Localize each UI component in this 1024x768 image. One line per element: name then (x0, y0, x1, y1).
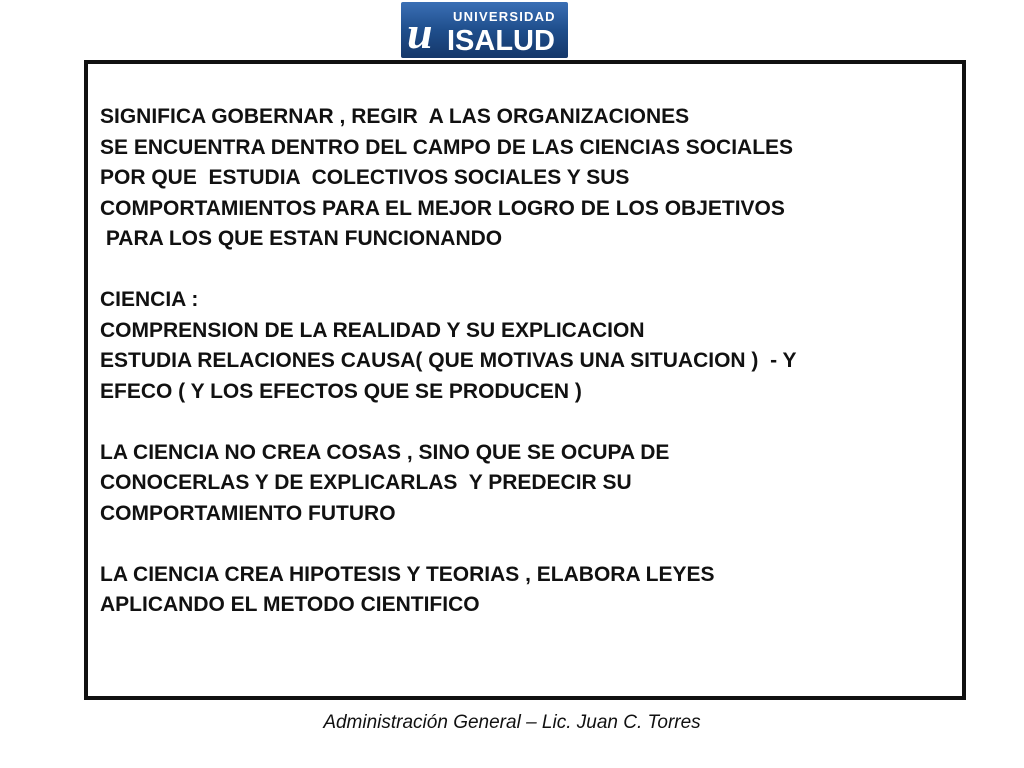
text-line: LA CIENCIA CREA HIPOTESIS Y TEORIAS , ELABORA LEYES (100, 562, 715, 586)
text-line: LA CIENCIA NO CREA COSAS , SINO QUE SE OCUPA DE (100, 440, 670, 464)
text-line: COMPORTAMIENTO FUTURO (100, 501, 396, 525)
university-logo (401, 2, 568, 58)
content-frame (84, 60, 966, 700)
logo-main-text: ISALUD (447, 25, 555, 57)
slide-text (100, 102, 960, 621)
logo-mark: u (407, 7, 433, 58)
logo-graphic (401, 2, 568, 58)
paragraph-gap (100, 255, 960, 286)
footer-credit: Administración General – Lic. Juan C. Torres (323, 712, 701, 733)
text-line: POR QUE ESTUDIA COLECTIVOS SOCIALES Y SUS (100, 166, 630, 189)
text-line: APLICANDO EL METODO CIENTIFICO (100, 593, 480, 616)
text-line: PARA LOS QUE ESTAN FUNCIONANDO (100, 227, 503, 250)
logo-top-text: UNIVERSIDAD (453, 9, 556, 24)
paragraph-gap (100, 407, 960, 438)
text-line: CIENCIA : (100, 288, 199, 311)
text-line: CONOCERLAS Y DE EXPLICARLAS Y PREDECIR SU (100, 471, 632, 494)
text-line: ESTUDIA RELACIONES CAUSA( QUE MOTIVAS UNA SITUACION ) - Y (100, 349, 797, 372)
paragraph-gap (100, 529, 960, 560)
text-line: EFECO ( Y LOS EFECTOS QUE SE PRODUCEN ) (100, 379, 582, 403)
text-line: COMPORTAMIENTOS PARA EL MEJOR LOGRO DE LOS OBJETIVOS (100, 196, 785, 220)
text-line: SIGNIFICA GOBERNAR , REGIR A LAS ORGANIZACIONES (100, 105, 690, 128)
text-line: SE ENCUENTRA DENTRO DEL CAMPO DE LAS CIENCIAS SOCIALES (100, 135, 794, 159)
text-line: COMPRENSION DE LA REALIDAD Y SU EXPLICACION (100, 318, 645, 342)
